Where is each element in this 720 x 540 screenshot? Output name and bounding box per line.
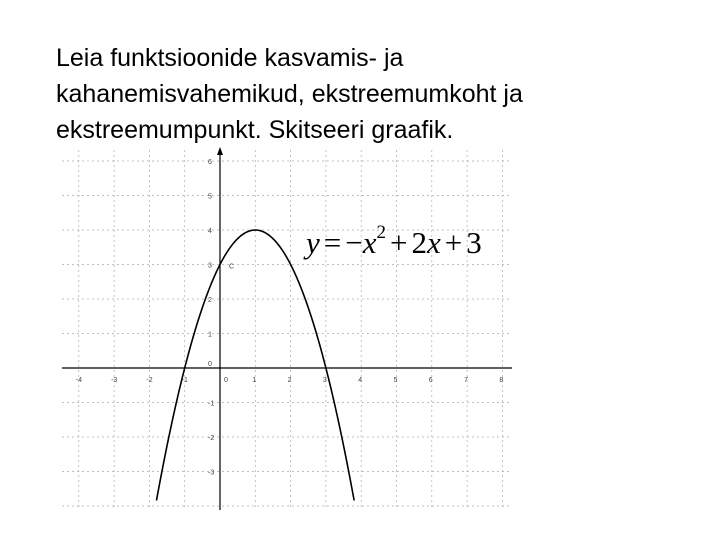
y-tick-label: -2 — [208, 435, 215, 442]
formula-minus: − — [345, 225, 363, 260]
y-tick-label: -3 — [208, 469, 215, 477]
y-tick-label: 3 — [208, 262, 212, 270]
formula-coefficient: 2 — [411, 225, 427, 260]
formula-y: y — [306, 225, 320, 260]
x-tick-label: 7 — [464, 377, 469, 384]
x-tick-label: 6 — [428, 377, 433, 384]
task-line-2: kahanemisvahemikud, ekstreemumkoht ja — [56, 80, 523, 108]
y-tick-label: 1 — [208, 331, 212, 339]
x-tick-label: -4 — [75, 377, 83, 384]
task-line-1: Leia funktsioonide kasvamis- ja — [56, 44, 404, 72]
x-tick-label: 4 — [358, 377, 363, 384]
x-tick-label: -3 — [111, 377, 118, 384]
x-tick-label: 2 — [287, 377, 292, 384]
x-tick-label: 0 — [224, 377, 228, 384]
x-tick-label: -1 — [181, 377, 188, 384]
x-tick-label: 8 — [499, 377, 504, 384]
y-axis-arrow — [217, 147, 223, 155]
point-label: C — [229, 263, 235, 271]
formula-equals: = — [323, 225, 342, 260]
formula-plus: + — [390, 225, 408, 260]
formula-constant: 3 — [466, 225, 482, 260]
formula-exponent: 2 — [376, 222, 386, 243]
y-tick-label: -1 — [208, 400, 215, 408]
y-tick-label: 0 — [208, 361, 212, 368]
y-tick-label: 6 — [208, 159, 212, 166]
x-tick-label: 3 — [322, 377, 327, 384]
formula-x: x — [426, 225, 441, 260]
y-tick-label: 4 — [208, 228, 212, 235]
x-tick-label: -2 — [146, 377, 153, 384]
function-formula — [306, 222, 482, 261]
task-line-3: ekstreemumpunkt. Skitseeri graafik. — [56, 116, 454, 144]
y-tick-label: 2 — [208, 297, 212, 304]
y-tick-label: 5 — [208, 193, 212, 201]
formula-x: x — [362, 225, 377, 260]
x-tick-label: 5 — [393, 377, 398, 384]
formula-plus: + — [444, 225, 463, 260]
x-tick-label: 1 — [252, 377, 257, 384]
